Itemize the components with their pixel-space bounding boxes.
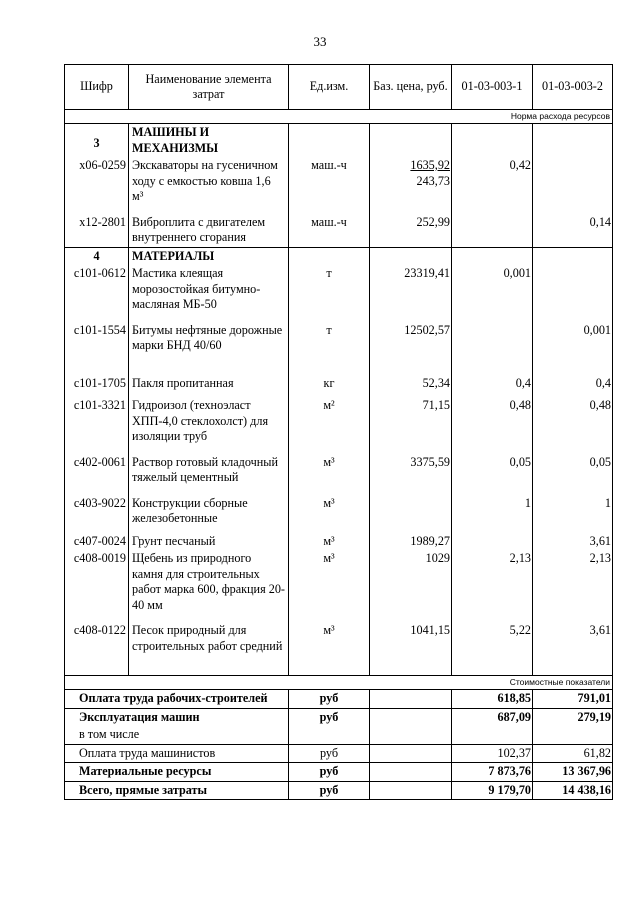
row-name: Мастика клеящая морозостойкая битумно-масляная МБ-50: [129, 265, 289, 314]
row-code: с403-9022: [65, 495, 129, 528]
row-name: Битумы нефтяные дорожные марки БНД 40/60: [129, 322, 289, 355]
row-code: с101-3321: [65, 397, 129, 446]
row-name: Гидроизол (техноэласт ХПП-4,0 стеклохолст) для изоляции труб: [129, 397, 289, 446]
section-number: 3: [65, 124, 129, 158]
norm-note: Норма расхода ресурсов: [65, 110, 613, 124]
summary-value-2: 61,82: [533, 744, 613, 763]
row-value-2: 0,05: [533, 454, 613, 487]
summary-unit: руб: [289, 690, 370, 709]
resource-table: [64, 64, 613, 800]
row-name: Пакля пропитанная: [129, 375, 289, 393]
table-row: [65, 214, 613, 248]
row-value-2: [533, 265, 613, 314]
row-unit: маш.-ч: [289, 157, 370, 206]
header-price: Баз. цена, руб.: [370, 65, 452, 110]
summary-row: [65, 726, 613, 744]
row-code: с402-0061: [65, 454, 129, 487]
row-code: с408-0122: [65, 622, 129, 655]
row-value-2: 0,48: [533, 397, 613, 446]
row-unit: м³: [289, 550, 370, 614]
summary-value-1: 7 873,76: [452, 763, 533, 782]
summary-row: [65, 763, 613, 782]
row-price: 3375,59: [370, 454, 452, 487]
row-value-1: [452, 214, 533, 248]
row-price: 71,15: [370, 397, 452, 446]
summary-unit: руб: [289, 781, 370, 800]
row-value-1: 2,13: [452, 550, 533, 614]
row-value-1: 0,001: [452, 265, 533, 314]
summary-row: [65, 744, 613, 763]
summary-value-2: 791,01: [533, 690, 613, 709]
row-unit: кг: [289, 375, 370, 393]
table-row: [65, 157, 613, 206]
header-col1: 01-03-003-1: [452, 65, 533, 110]
row-value-1: 5,22: [452, 622, 533, 655]
table-row: [65, 495, 613, 528]
row-value-2: 3,61: [533, 533, 613, 551]
header-code: Шифр: [65, 65, 129, 110]
row-unit: м³: [289, 495, 370, 528]
summary-label: Оплата труда машинистов: [65, 744, 289, 763]
row-price-main: 1635,92: [410, 158, 450, 172]
section-header: [65, 247, 613, 265]
row-code: с101-0612: [65, 265, 129, 314]
row-price-secondary: 243,73: [416, 173, 450, 188]
table-row: [65, 265, 613, 314]
row-unit: м³: [289, 533, 370, 551]
summary-label: Материальные ресурсы: [65, 763, 289, 782]
summary-value-1: 9 179,70: [452, 781, 533, 800]
header-col2: 01-03-003-2: [533, 65, 613, 110]
row-value-1: 0,48: [452, 397, 533, 446]
summary-label: Эксплуатация машин: [65, 708, 289, 726]
section-title: МАШИНЫ И МЕХАНИЗМЫ: [129, 124, 289, 158]
section-header: [65, 124, 613, 158]
row-name: Конструкции сборные железобетонные: [129, 495, 289, 528]
summary-value-2: 14 438,16: [533, 781, 613, 800]
row-value-1: 0,05: [452, 454, 533, 487]
row-name: Песок природный для строительных работ средний: [129, 622, 289, 655]
row-value-2: 0,4: [533, 375, 613, 393]
table-row: [65, 397, 613, 446]
row-code: с408-0019: [65, 550, 129, 614]
section-title: МАТЕРИАЛЫ: [129, 247, 289, 265]
row-price: [370, 495, 452, 528]
summary-unit: руб: [289, 708, 370, 726]
page-number: 33: [313, 34, 327, 49]
header-row: [65, 65, 613, 110]
summary-label: Оплата труда рабочих-строителей: [65, 690, 289, 709]
row-name: Раствор готовый кладочный тяжелый цементный: [129, 454, 289, 487]
table-row: [65, 322, 613, 355]
row-value-2: 1: [533, 495, 613, 528]
row-price: 12502,57: [370, 322, 452, 355]
row-unit: т: [289, 265, 370, 314]
row-value-1: 0,4: [452, 375, 533, 393]
summary-value-1: 102,37: [452, 744, 533, 763]
summary-row: [65, 781, 613, 800]
summary-value-2: 13 367,96: [533, 763, 613, 782]
table-row: [65, 533, 613, 551]
cost-note-row: [65, 676, 613, 690]
table-row: [65, 550, 613, 614]
row-name: Экскаваторы на гусеничном ходу с емкостью ковша 1,6 м³: [129, 157, 289, 206]
row-price: 23319,41: [370, 265, 452, 314]
row-value-1: [452, 533, 533, 551]
row-code: с101-1705: [65, 375, 129, 393]
row-value-2: 0,001: [533, 322, 613, 355]
cost-note: Стоимостные показатели: [65, 676, 613, 690]
row-name: Грунт песчаный: [129, 533, 289, 551]
summary-value-1: 618,85: [452, 690, 533, 709]
header-unit: Ед.изм.: [289, 65, 370, 110]
norm-note-row: [65, 110, 613, 124]
row-value-1: 1: [452, 495, 533, 528]
summary-label: Всего, прямые затраты: [65, 781, 289, 800]
table-row: [65, 375, 613, 393]
row-value-2: 3,61: [533, 622, 613, 655]
summary-unit: руб: [289, 763, 370, 782]
row-code: с407-0024: [65, 533, 129, 551]
row-unit: т: [289, 322, 370, 355]
row-price: 52,34: [370, 375, 452, 393]
row-value-1: [452, 322, 533, 355]
row-code: с101-1554: [65, 322, 129, 355]
row-price: 1029: [370, 550, 452, 614]
row-name: Виброплита с двигателем внутреннего сгорания: [129, 214, 289, 248]
row-value-2: 2,13: [533, 550, 613, 614]
summary-value-2: 279,19: [533, 708, 613, 726]
row-value-2: 0,14: [533, 214, 613, 248]
row-price: 1041,15: [370, 622, 452, 655]
summary-row: [65, 690, 613, 709]
summary-label: в том числе: [65, 726, 289, 744]
table-row: [65, 622, 613, 655]
header-name: Наименование элемента затрат: [129, 65, 289, 110]
row-unit: м²: [289, 397, 370, 446]
section-number: 4: [65, 247, 129, 265]
row-price: 252,99: [370, 214, 452, 248]
row-value-2: [533, 157, 613, 206]
row-price: [370, 157, 452, 206]
summary-value-1: 687,09: [452, 708, 533, 726]
row-code: х12-2801: [65, 214, 129, 248]
row-unit: м³: [289, 454, 370, 487]
summary-unit: руб: [289, 744, 370, 763]
row-price: 1989,27: [370, 533, 452, 551]
row-value-1: 0,42: [452, 157, 533, 206]
row-name: Щебень из природного камня для строительных работ марка 600, фракция 20-40 мм: [129, 550, 289, 614]
table-row: [65, 454, 613, 487]
row-unit: м³: [289, 622, 370, 655]
summary-row: [65, 708, 613, 726]
row-code: х06-0259: [65, 157, 129, 206]
row-unit: маш.-ч: [289, 214, 370, 248]
